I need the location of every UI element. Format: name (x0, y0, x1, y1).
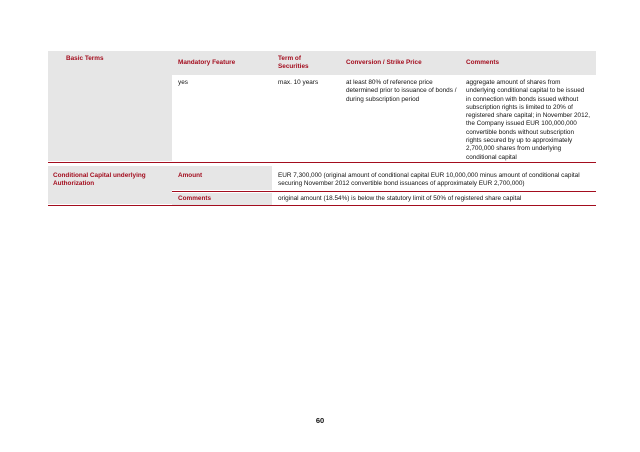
header-comments: Comments (466, 59, 500, 66)
amount-value: EUR 7,300,000 (original amount of conditional capital EUR 10,000,000 minus amount of conditional capital securing November 2012 convertible bond issuances of approximately EUR 2,700,000) (278, 172, 580, 188)
page-number: 60 (315, 416, 325, 425)
amount-label: Amount (178, 172, 203, 179)
comments-value: original amount (18.54%) is below the statutory limit of 50% of registered share capital (278, 195, 522, 202)
cell-comments: aggregate amount of shares from underlying conditional capital to be issued in connection with bonds issued without subscription rights is limited to 20% of registered share capital; in November 2012, the Company issued EUR 100,000,000 convertible bonds without subscription rights secured by up to approximately 2,700,000 shares from underlying conditional capital (466, 79, 590, 161)
cell-conversion-strike-price: at least 80% of reference price determined prior to issuance of bonds / during subscription period (346, 79, 457, 103)
section-divider-bottom (48, 205, 596, 206)
header-conversion-strike-price: Conversion / Strike Price (346, 59, 422, 66)
cell-mandatory-feature: yes (178, 79, 188, 86)
basic-terms-label: Basic Terms (66, 55, 104, 62)
comments-label: Comments (178, 195, 212, 202)
conditional-capital-label: Conditional Capital underlying Authorization (53, 172, 146, 188)
amount-row-divider (172, 191, 596, 192)
header-term-of-securities: Term of Securities (278, 55, 309, 71)
section-divider-top (48, 162, 596, 163)
basic-terms-label-cell (48, 51, 172, 161)
cell-term-of-securities: max. 10 years (278, 79, 319, 86)
header-mandatory-feature: Mandatory Feature (178, 59, 236, 66)
